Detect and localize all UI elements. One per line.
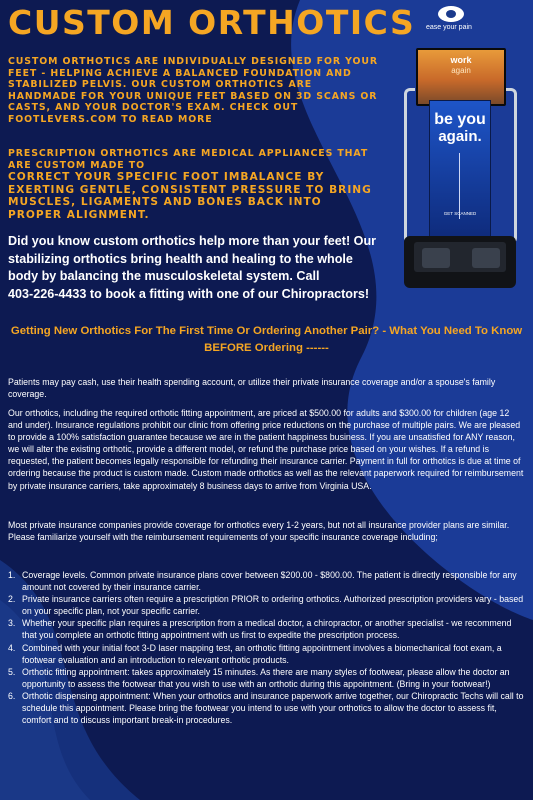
page-title: CUSTOM ORTHOTICS [8,3,416,42]
brand-logo-icon [438,6,464,22]
poster-line-1: be you [434,111,486,128]
did-you-know-text: Did you know custom orthotics help more than your feet! Our stabilizing orthotics bring health and healing to the whole body by balancing the musculoskeletal system. Call [8,234,377,284]
scanner-stand-illustration [392,0,533,300]
list-item [8,569,526,593]
left-foot-pad [422,248,450,268]
list-item-text: Coverage levels. Common private insurance plans cover between $200.00 - $800.00. The patient is directly responsible for any amount not covered by their insurance carrier. [22,570,517,593]
poster-small-text: GET SCANNED [443,211,477,216]
section-heading: Getting New Orthotics For The First Time Or Ordering Another Pair? - What You Need To Know BEFORE Ordering ------ [10,325,523,354]
list-item-text: Orthotic fitting appointment: takes approximately 15 minutes. As there are many styles of footwear, please allow the doctor an opportunity to assess the footwear that you wish to use with an orthotic during this appointment. (Bring in your footwear!) [22,666,510,689]
list-item-number: 6. [8,690,16,701]
list-item [8,690,526,726]
stand-left-rail [404,88,415,244]
prescription-caps-small: PRESCRIPTION ORTHOTICS ARE MEDICAL APPLIANCES THAT ARE CUSTOM MADE TO [8,148,369,171]
list-item-number: 3. [8,618,16,629]
stand-tagline: ease your pain [426,24,472,31]
list-item-text: Orthotic dispensing appointment: When your orthotics and insurance paperwork arrive together, our Chiropractic Techs will call to schedule this appointment. Please bring the footwear you intend to use with your orthotics to allow the doctor to assess fit, comfort and to discuss important break-in procedures. [22,690,524,726]
list-item-text: Private insurance carriers often require a prescription PRIOR to ordering orthotics. Authorized prescription providers vary - based on your specific plan, not your specific carrier. [22,594,524,617]
payment-paragraph: Patients may pay cash, use their health spending account, or utilize their private insurance coverage and/or a spouse's family coverage. [8,377,496,400]
pricing-paragraph: Our orthotics, including the required orthotic fitting appointment, are priced at $500.00 for adults and $300.00 for children (age 12 and under). Insurance regulations prohibit our clinic from offering price reductions on the purchase of multiple pairs. We are pleased to provide a 100% satisfaction guarantee because we are in the patient happiness business. If you are unsatisfied for ANY reason, we will alter the existing orthotic, provide a different model, or refund the purchase price based on your wishes. If a refund is requested, the patient becomes legally responsible for refunding their insurance carrier. Payment in full for orthotics is due at time of ordering because the product is custom made. Custom made orthotics as well as the relevant paperwork required for reimbursement by private insurance carriers, take approximately 8 business days to arrive from Virginia USA. [8,408,524,491]
list-item [8,617,526,641]
list-item-text: Combined with your initial foot 3-D laser mapping test, an orthotic fitting appointment involves a biomechanical foot exam, a footwear evaluation and an introduction to relevant orthotic products. [22,642,502,665]
screen-line-2: again [451,66,471,75]
coverage-paragraph: Most private insurance companies provide coverage for orthotics every 1-2 years, but not all insurance provider plans are similar. Please familiarize yourself with the reimbursement requirements of your specific insurance coverage including; [8,520,510,543]
list-item-number: 1. [8,570,16,580]
list-item-number: 4. [8,642,16,653]
list-item-number: 2. [8,594,16,605]
list-item [8,642,526,666]
list-item [8,666,526,690]
right-foot-pad [472,248,500,268]
prescription-caps-big: CORRECT YOUR SPECIFIC FOOT IMBALANCE BY EXERTING GENTLE, CONSISTENT PRESSURE TO BRING MUSCLES, LIGAMENTS AND BONES BACK INTO PROPER ALIGNMENT. [8,171,372,221]
list-item-text: Whether your specific plan requires a prescription from a medical doctor, a chiropractor, or another specialist - we recommend that you complete an orthotic fitting appointment with us first to expedite the prescription process. [22,618,512,641]
poster-divider [459,153,460,219]
stand-right-rail [506,88,517,244]
list-item [8,593,526,617]
requirements-list [8,569,526,726]
list-item-number: 5. [8,666,16,677]
intro-caps-paragraph: CUSTOM ORTHOTICS ARE INDIVIDUALLY DESIGNED FOR YOUR FEET - HELPING ACHIEVE A BALANCED FOUNDATION AND STABILIZED PELVIS. OUR CUSTOM ORTHOTICS ARE HANDMADE FOR YOUR UNIQUE FEET BASED ON 3D SCANS OR CASTS, AND YOUR DOCTOR'S EXAM. CHECK OUT FOOTLEVERS.COM TO READ MORE [8,56,378,125]
phone-line: 403-226-4433 to book a fitting with one of our Chiropractors! [8,286,370,301]
prescription-caps-paragraph [8,148,380,222]
stand-screen [416,48,506,106]
poster-line-2: again. [438,128,482,145]
stand-poster [429,100,491,242]
screen-line-1: work [450,55,472,65]
did-you-know-paragraph [8,233,384,303]
